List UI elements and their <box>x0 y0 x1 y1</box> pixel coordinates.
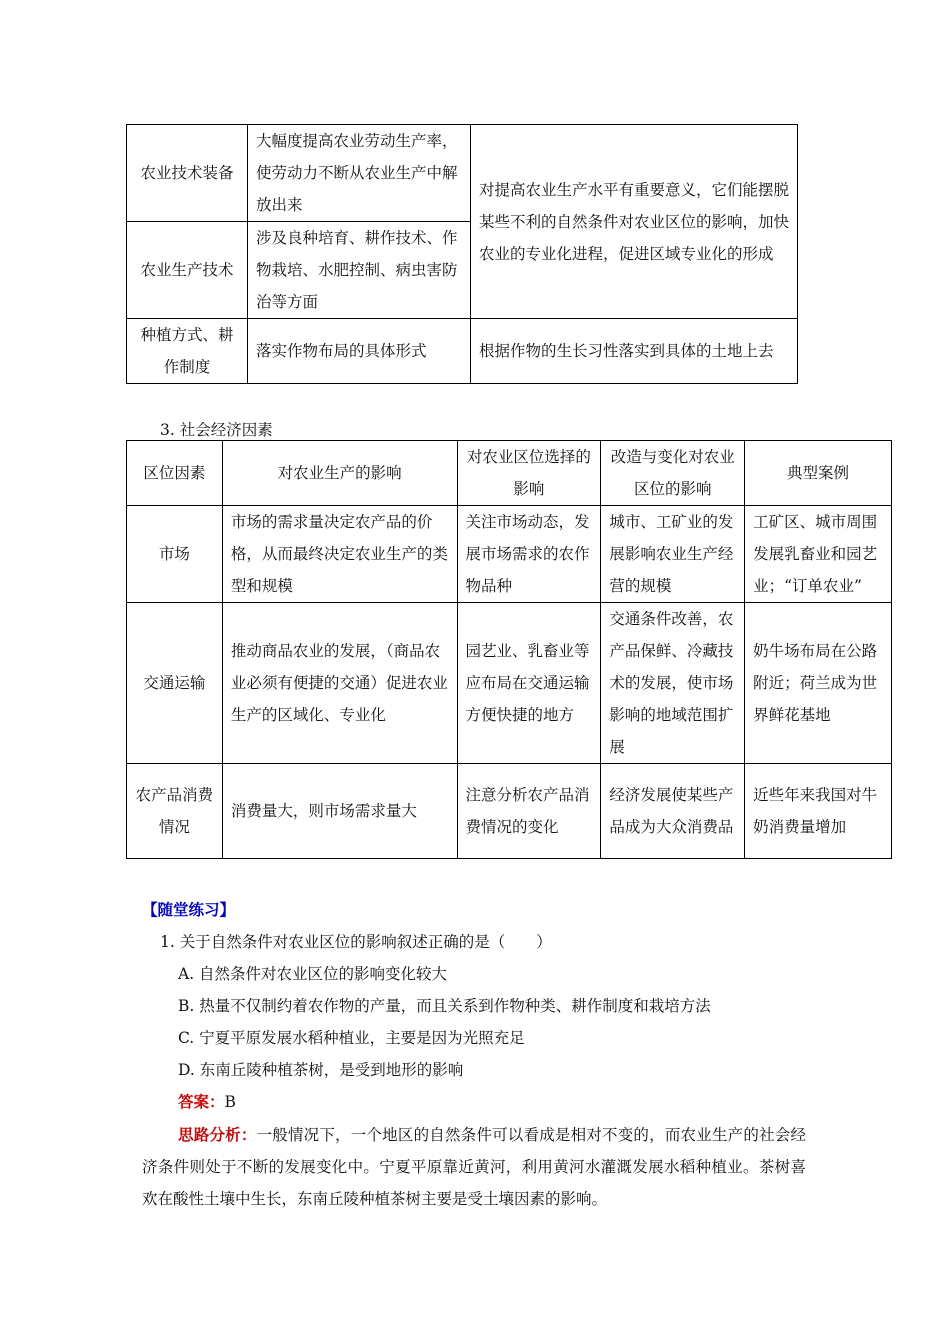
table-cell: 城市、工矿业的发展影响农业生产经营的规模 <box>601 506 745 603</box>
analysis-text: 一般情况下，一个地区的自然条件可以看成是相对不变的，而农业生产的社会经济条件则处于不断的发展变化中。宁夏平原靠近黄河，利用黄河水灌溉发展水稻种植业。茶树喜欢在酸性土壤中生长，东南丘陵种植茶树主要是受土壤因素的影响。 <box>142 1126 806 1208</box>
option-b: B. 热量不仅制约着农作物的产量，而且关系到作物种类、耕作制度和栽培方法 <box>178 997 711 1015</box>
table-header-row <box>127 441 892 506</box>
analysis-label: 思路分析： <box>178 1125 257 1144</box>
option-a: A. 自然条件对农业区位的影响变化较大 <box>178 965 448 983</box>
option-c: C. 宁夏平原发展水稻种植业，主要是因为光照充足 <box>178 1029 525 1047</box>
table-cell: 近些年来我国对牛奶消费量增加 <box>745 764 892 859</box>
question-text: 1. 关于自然条件对农业区位的影响叙述正确的是（ ） <box>160 933 552 951</box>
table-cell: 市场的需求量决定农产品的价格，从而最终决定农业生产的类型和规模 <box>222 506 457 603</box>
table-header: 对农业区位选择的影响 <box>457 441 601 506</box>
table-cell-shared-effect: 对提高农业生产水平有重要意义，它们能摆脱某些不利的自然条件对农业区位的影响，加快农业的专业化进程，促进区域专业化的形成 <box>471 125 798 319</box>
table-header: 改造与变化对农业区位的影响 <box>601 441 745 506</box>
table-cell-effect: 根据作物的生长习性落实到具体的土地上去 <box>471 319 798 384</box>
exercise-title: 【随堂练习】 <box>142 900 236 919</box>
table-header: 典型案例 <box>745 441 892 506</box>
section-heading: 3. 社会经济因素 <box>160 421 273 439</box>
table-cell: 农产品消费情况 <box>127 764 223 859</box>
tech-factors-table <box>126 124 798 384</box>
table-cell: 园艺业、乳畜业等应布局在交通运输方便快捷的地方 <box>457 603 601 764</box>
table-row <box>127 319 798 384</box>
table-row <box>127 506 892 603</box>
table-cell: 交通条件改善，农产品保鲜、冷藏技术的发展，使市场影响的地域范围扩展 <box>601 603 745 764</box>
table-cell: 消费量大，则市场需求量大 <box>222 764 457 859</box>
socio-economic-factors-table <box>126 440 892 859</box>
table-cell: 注意分析农产品消费情况的变化 <box>457 764 601 859</box>
table-cell: 奶牛场布局在公路附近；荷兰成为世界鲜花基地 <box>745 603 892 764</box>
table-row <box>127 764 892 859</box>
table-cell: 市场 <box>127 506 223 603</box>
table-row <box>127 125 798 222</box>
table-header: 对农业生产的影响 <box>222 441 457 506</box>
table-cell: 关注市场动态，发展市场需求的农作物品种 <box>457 506 601 603</box>
table-cell: 交通运输 <box>127 603 223 764</box>
table-cell: 工矿区、城市周围发展乳畜业和园艺业；“订单农业” <box>745 506 892 603</box>
option-d: D. 东南丘陵种植茶树，是受到地形的影响 <box>178 1061 464 1079</box>
table-cell-factor: 农业技术装备 <box>127 125 248 222</box>
table-cell: 经济发展使某些产品成为大众消费品 <box>601 764 745 859</box>
table-cell-content: 大幅度提高农业劳动生产率，使劳动力不断从农业生产中解放出来 <box>248 125 471 222</box>
answer-label: 答案： <box>178 1092 225 1111</box>
answer-value: B <box>224 1093 236 1111</box>
table-cell: 推动商品农业的发展，（商品农业必须有便捷的交通）促进农业生产的区域化、专业化 <box>222 603 457 764</box>
analysis-paragraph <box>142 1119 806 1215</box>
answer-line <box>178 1090 236 1114</box>
table-cell-factor: 种植方式、耕作制度 <box>127 319 248 384</box>
table-header: 区位因素 <box>127 441 223 506</box>
table-cell-content: 落实作物布局的具体形式 <box>248 319 471 384</box>
table-cell-content: 涉及良种培育、耕作技术、作物栽培、水肥控制、病虫害防治等方面 <box>248 222 471 319</box>
table-cell-factor: 农业生产技术 <box>127 222 248 319</box>
table-row <box>127 603 892 764</box>
